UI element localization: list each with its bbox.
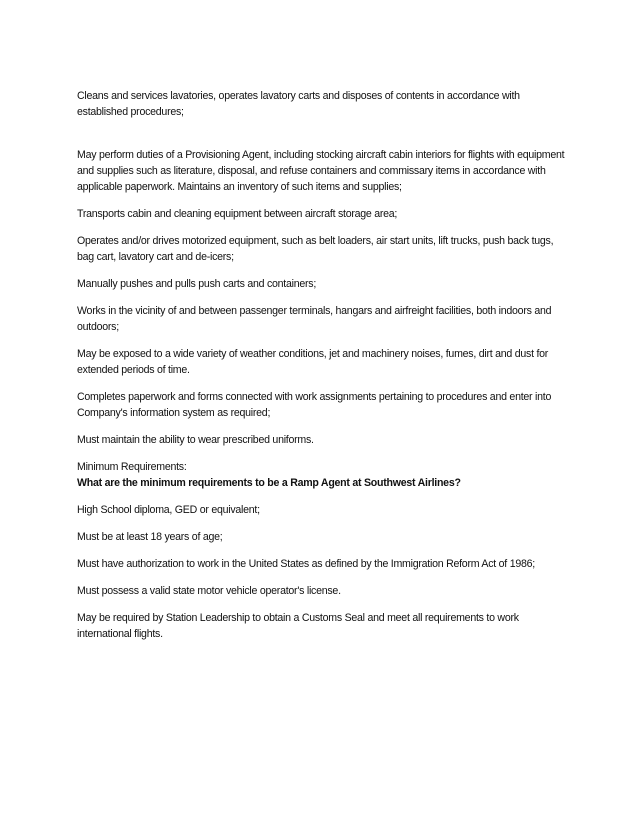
paragraph-provisioning: May perform duties of a Provisioning Agent, including stocking aircraft cabin interiors for flights with equipment and supplies such as literature, disposal, and refuse containers and commissary items in accordance with applicable paperwork. Maintains an inventory of such items and supplies; <box>77 149 565 193</box>
paragraph-push-carts: Manually pushes and pulls push carts and containers; <box>77 278 317 290</box>
requirement-authorization: Must have authorization to work in the United States as defined by the Immigration Reform Act of 1986; <box>77 558 535 570</box>
min-requirements-label: Minimum Requirements: <box>77 461 187 473</box>
paragraph-exposed: May be exposed to a wide variety of weather conditions, jet and machinery noises, fumes, dirt and dust for extended periods of time. <box>77 348 549 376</box>
paragraph-operates: Operates and/or drives motorized equipment, such as belt loaders, air start units, lift trucks, push back tugs, bag cart, lavatory cart and de-icers; <box>77 235 554 263</box>
min-requirements-heading: What are the minimum requirements to be a Ramp Agent at Southwest Airlines? <box>77 477 461 489</box>
requirement-age: Must be at least 18 years of age; <box>77 531 223 543</box>
document-body <box>77 88 567 642</box>
paragraph-uniforms: Must maintain the ability to wear prescribed uniforms. <box>77 434 314 446</box>
requirement-customs-seal: May be required by Station Leadership to obtain a Customs Seal and meet all requirements to work international flights. <box>77 612 519 640</box>
paragraph-lavatories: Cleans and services lavatories, operates lavatory carts and disposes of contents in accordance with established procedures; <box>77 90 520 118</box>
paragraph-transports: Transports cabin and cleaning equipment between aircraft storage area; <box>77 208 398 220</box>
requirement-license: Must possess a valid state motor vehicle operator's license. <box>77 585 341 597</box>
paragraph-works-vicinity: Works in the vicinity of and between passenger terminals, hangars and airfreight facilities, both indoors and outdoors; <box>77 305 552 333</box>
requirement-diploma: High School diploma, GED or equivalent; <box>77 504 260 516</box>
paragraph-paperwork: Completes paperwork and forms connected with work assignments pertaining to procedures and enter into Company's information system as required; <box>77 391 552 419</box>
